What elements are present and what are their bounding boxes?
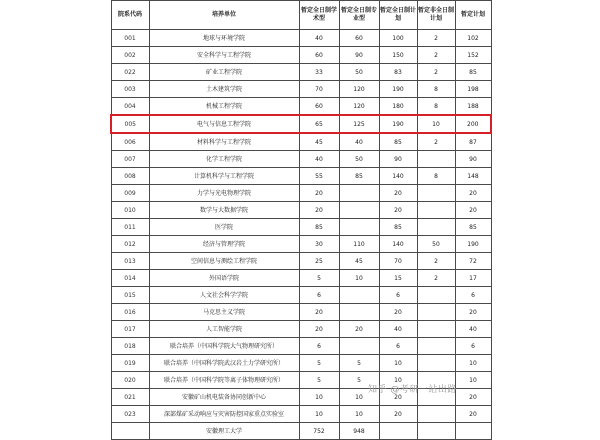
cell-total-plan: 190 bbox=[455, 236, 491, 253]
table-row bbox=[111, 98, 491, 116]
table-row bbox=[111, 423, 491, 440]
cell-parttime-plan: 10 bbox=[417, 115, 455, 133]
cell-fulltime-professional bbox=[339, 304, 379, 321]
cell-unit-name: 马克思主义学院 bbox=[149, 304, 299, 321]
cell-unit-name: 数学与大数据学院 bbox=[149, 202, 299, 219]
cell-fulltime-professional: 948 bbox=[339, 423, 379, 440]
cell-fulltime-professional: 60 bbox=[339, 30, 379, 47]
cell-fulltime-professional: 120 bbox=[339, 98, 379, 116]
cell-fulltime-academic: 70 bbox=[299, 81, 339, 98]
cell-fulltime-academic: 25 bbox=[299, 253, 339, 270]
cell-fulltime-plan: 20 bbox=[379, 389, 417, 406]
cell-dept-code: 021 bbox=[111, 389, 149, 406]
cell-fulltime-plan: 100 bbox=[379, 30, 417, 47]
enrollment-plan-table bbox=[110, 0, 492, 440]
cell-fulltime-plan: 20 bbox=[379, 304, 417, 321]
cell-unit-name: 电气与信息工程学院 bbox=[149, 115, 299, 133]
cell-fulltime-academic: 20 bbox=[299, 304, 339, 321]
cell-fulltime-plan: 190 bbox=[379, 81, 417, 98]
cell-total-plan: 20 bbox=[455, 389, 491, 406]
header-parttime-plan: 暂定非全日制计划 bbox=[417, 1, 455, 30]
cell-total-plan: 200 bbox=[455, 115, 491, 133]
cell-fulltime-plan: 20 bbox=[379, 406, 417, 423]
cell-fulltime-plan: 10 bbox=[379, 372, 417, 389]
cell-dept-code: 001 bbox=[111, 30, 149, 47]
cell-total-plan: 10 bbox=[455, 372, 491, 389]
table-row bbox=[111, 185, 491, 202]
cell-fulltime-professional: 50 bbox=[339, 151, 379, 168]
table-row bbox=[111, 81, 491, 98]
cell-fulltime-professional: 10 bbox=[339, 389, 379, 406]
cell-unit-name: 土木建筑学院 bbox=[149, 81, 299, 98]
cell-fulltime-academic: 30 bbox=[299, 236, 339, 253]
cell-unit-name: 医学院 bbox=[149, 219, 299, 236]
cell-dept-code: 019 bbox=[111, 355, 149, 372]
cell-fulltime-professional: 120 bbox=[339, 81, 379, 98]
cell-total-plan: 20 bbox=[455, 304, 491, 321]
cell-fulltime-academic: 45 bbox=[299, 133, 339, 151]
cell-parttime-plan: 2 bbox=[417, 270, 455, 287]
cell-unit-name: 矿业工程学院 bbox=[149, 64, 299, 81]
cell-total-plan: 72 bbox=[455, 253, 491, 270]
cell-fulltime-plan: 20 bbox=[379, 185, 417, 202]
cell-fulltime-academic: 5 bbox=[299, 355, 339, 372]
cell-dept-code: 003 bbox=[111, 81, 149, 98]
cell-fulltime-plan: 6 bbox=[379, 338, 417, 355]
cell-fulltime-professional: 125 bbox=[339, 115, 379, 133]
table-row bbox=[111, 151, 491, 168]
cell-fulltime-professional: 5 bbox=[339, 372, 379, 389]
cell-fulltime-plan: 70 bbox=[379, 253, 417, 270]
cell-unit-name: 联合培养（中国科学院武汉岩土力学研究所） bbox=[149, 355, 299, 372]
cell-total-plan: 188 bbox=[455, 98, 491, 116]
cell-unit-name: 人工智能学院 bbox=[149, 321, 299, 338]
cell-unit-name: 安徽理工大学 bbox=[149, 423, 299, 440]
cell-parttime-plan bbox=[417, 338, 455, 355]
cell-dept-code: 007 bbox=[111, 151, 149, 168]
cell-total-plan: 40 bbox=[455, 321, 491, 338]
cell-fulltime-academic: 10 bbox=[299, 389, 339, 406]
table-row bbox=[111, 47, 491, 64]
cell-fulltime-professional: 45 bbox=[339, 253, 379, 270]
cell-fulltime-professional: 85 bbox=[339, 168, 379, 185]
cell-fulltime-academic: 752 bbox=[299, 423, 339, 440]
cell-dept-code: 023 bbox=[111, 406, 149, 423]
cell-unit-name: 地球与环境学院 bbox=[149, 30, 299, 47]
table-header-row bbox=[111, 1, 491, 30]
cell-fulltime-plan: 40 bbox=[379, 321, 417, 338]
cell-fulltime-plan: 10 bbox=[379, 355, 417, 372]
table-row bbox=[111, 236, 491, 253]
cell-total-plan: 87 bbox=[455, 133, 491, 151]
cell-fulltime-professional: 5 bbox=[339, 355, 379, 372]
cell-unit-name: 经济与管理学院 bbox=[149, 236, 299, 253]
cell-fulltime-plan: 140 bbox=[379, 168, 417, 185]
cell-total-plan: 85 bbox=[455, 64, 491, 81]
cell-fulltime-professional: 20 bbox=[339, 321, 379, 338]
cell-dept-code: 008 bbox=[111, 168, 149, 185]
cell-fulltime-academic: 6 bbox=[299, 287, 339, 304]
cell-total-plan bbox=[455, 423, 491, 440]
table-row bbox=[111, 304, 491, 321]
cell-parttime-plan bbox=[417, 219, 455, 236]
cell-fulltime-professional: 40 bbox=[339, 133, 379, 151]
cell-total-plan: 90 bbox=[455, 151, 491, 168]
cell-fulltime-professional bbox=[339, 287, 379, 304]
cell-parttime-plan bbox=[417, 185, 455, 202]
cell-fulltime-professional: 90 bbox=[339, 47, 379, 64]
cell-fulltime-academic: 5 bbox=[299, 270, 339, 287]
cell-fulltime-academic: 33 bbox=[299, 64, 339, 81]
table-row bbox=[111, 287, 491, 304]
cell-fulltime-professional bbox=[339, 202, 379, 219]
table-row bbox=[111, 406, 491, 423]
cell-total-plan: 102 bbox=[455, 30, 491, 47]
table-row bbox=[111, 168, 491, 185]
cell-fulltime-academic: 20 bbox=[299, 202, 339, 219]
header-fulltime-academic: 暂定全日制学术型 bbox=[299, 1, 339, 30]
cell-fulltime-academic: 60 bbox=[299, 98, 339, 116]
cell-total-plan: 6 bbox=[455, 287, 491, 304]
table-row bbox=[111, 219, 491, 236]
cell-fulltime-academic: 85 bbox=[299, 219, 339, 236]
cell-fulltime-academic: 6 bbox=[299, 338, 339, 355]
cell-dept-code: 004 bbox=[111, 98, 149, 116]
cell-fulltime-plan: 180 bbox=[379, 98, 417, 116]
cell-fulltime-academic: 5 bbox=[299, 372, 339, 389]
watermark: 知乎 @考研一站出路 bbox=[368, 385, 457, 395]
table-row bbox=[111, 115, 491, 133]
cell-unit-name: 化学工程学院 bbox=[149, 151, 299, 168]
table-row bbox=[111, 202, 491, 219]
enrollment-plan-sheet bbox=[110, 0, 490, 435]
cell-fulltime-plan: 140 bbox=[379, 236, 417, 253]
cell-fulltime-professional: 50 bbox=[339, 64, 379, 81]
cell-parttime-plan: 2 bbox=[417, 64, 455, 81]
cell-parttime-plan bbox=[417, 304, 455, 321]
cell-unit-name: 材料科学与工程学院 bbox=[149, 133, 299, 151]
cell-parttime-plan bbox=[417, 406, 455, 423]
cell-total-plan: 6 bbox=[455, 338, 491, 355]
cell-fulltime-plan: 150 bbox=[379, 47, 417, 64]
header-fulltime-plan: 暂定全日制计划 bbox=[379, 1, 417, 30]
cell-fulltime-plan: 83 bbox=[379, 64, 417, 81]
cell-total-plan: 17 bbox=[455, 270, 491, 287]
cell-total-plan: 20 bbox=[455, 202, 491, 219]
cell-fulltime-professional: 110 bbox=[339, 236, 379, 253]
cell-unit-name: 联合培养（中国科学院等离子体物理研究所） bbox=[149, 372, 299, 389]
cell-dept-code: 013 bbox=[111, 253, 149, 270]
cell-unit-name: 人文社会科学学院 bbox=[149, 287, 299, 304]
cell-total-plan: 20 bbox=[455, 406, 491, 423]
cell-fulltime-professional: 10 bbox=[339, 270, 379, 287]
cell-unit-name: 联合培养（中国科学院大气物理研究所） bbox=[149, 338, 299, 355]
cell-fulltime-plan: 6 bbox=[379, 287, 417, 304]
table-row bbox=[111, 30, 491, 47]
cell-dept-code: 015 bbox=[111, 287, 149, 304]
cell-fulltime-plan: 190 bbox=[379, 115, 417, 133]
cell-parttime-plan bbox=[417, 151, 455, 168]
cell-total-plan: 198 bbox=[455, 81, 491, 98]
table-row bbox=[111, 64, 491, 81]
cell-dept-code: 012 bbox=[111, 236, 149, 253]
cell-dept-code: 009 bbox=[111, 185, 149, 202]
cell-parttime-plan: 2 bbox=[417, 133, 455, 151]
cell-dept-code: 014 bbox=[111, 270, 149, 287]
header-dept-code: 院系代码 bbox=[111, 1, 149, 30]
cell-fulltime-academic: 65 bbox=[299, 115, 339, 133]
table-body bbox=[111, 30, 491, 440]
cell-fulltime-academic: 20 bbox=[299, 185, 339, 202]
cell-total-plan: 85 bbox=[455, 219, 491, 236]
cell-unit-name: 安全科学与工程学院 bbox=[149, 47, 299, 64]
cell-parttime-plan bbox=[417, 423, 455, 440]
cell-dept-code: 018 bbox=[111, 338, 149, 355]
header-fulltime-professional: 暂定全日制专业型 bbox=[339, 1, 379, 30]
table-row bbox=[111, 321, 491, 338]
cell-dept-code: 010 bbox=[111, 202, 149, 219]
cell-dept-code: 022 bbox=[111, 64, 149, 81]
cell-total-plan: 152 bbox=[455, 47, 491, 64]
cell-parttime-plan: 8 bbox=[417, 98, 455, 116]
cell-unit-name: 力学与光电物理学院 bbox=[149, 185, 299, 202]
cell-dept-code: 005 bbox=[111, 115, 149, 133]
cell-fulltime-plan bbox=[379, 423, 417, 440]
cell-parttime-plan bbox=[417, 202, 455, 219]
cell-dept-code: 016 bbox=[111, 304, 149, 321]
cell-fulltime-professional: 10 bbox=[339, 406, 379, 423]
cell-fulltime-plan: 20 bbox=[379, 202, 417, 219]
table-row bbox=[111, 355, 491, 372]
cell-dept-code bbox=[111, 423, 149, 440]
cell-fulltime-academic: 40 bbox=[299, 151, 339, 168]
cell-total-plan: 10 bbox=[455, 355, 491, 372]
cell-fulltime-professional bbox=[339, 338, 379, 355]
cell-parttime-plan: 2 bbox=[417, 47, 455, 64]
cell-fulltime-plan: 90 bbox=[379, 151, 417, 168]
cell-parttime-plan bbox=[417, 321, 455, 338]
cell-dept-code: 017 bbox=[111, 321, 149, 338]
cell-unit-name: 外国语学院 bbox=[149, 270, 299, 287]
cell-fulltime-academic: 20 bbox=[299, 321, 339, 338]
cell-dept-code: 002 bbox=[111, 47, 149, 64]
cell-total-plan: 148 bbox=[455, 168, 491, 185]
cell-parttime-plan: 2 bbox=[417, 253, 455, 270]
cell-unit-name: 计算机科学与工程学院 bbox=[149, 168, 299, 185]
cell-fulltime-plan: 85 bbox=[379, 219, 417, 236]
cell-parttime-plan: 8 bbox=[417, 168, 455, 185]
cell-parttime-plan: 2 bbox=[417, 30, 455, 47]
table-row bbox=[111, 338, 491, 355]
cell-fulltime-academic: 40 bbox=[299, 30, 339, 47]
cell-fulltime-academic: 55 bbox=[299, 168, 339, 185]
cell-fulltime-academic: 10 bbox=[299, 406, 339, 423]
cell-fulltime-plan: 85 bbox=[379, 133, 417, 151]
cell-fulltime-plan: 15 bbox=[379, 270, 417, 287]
table-row bbox=[111, 270, 491, 287]
table-row bbox=[111, 133, 491, 151]
header-unit: 培养单位 bbox=[149, 1, 299, 30]
cell-unit-name: 机械工程学院 bbox=[149, 98, 299, 116]
cell-fulltime-academic: 60 bbox=[299, 47, 339, 64]
cell-dept-code: 011 bbox=[111, 219, 149, 236]
cell-dept-code: 006 bbox=[111, 133, 149, 151]
cell-total-plan: 20 bbox=[455, 185, 491, 202]
header-total-plan: 暂定计划 bbox=[455, 1, 491, 30]
cell-unit-name: 深部煤矿采动响应与灾害防控国家重点实验室 bbox=[149, 406, 299, 423]
cell-unit-name: 安徽矿山机电装备协同创新中心 bbox=[149, 389, 299, 406]
cell-dept-code: 020 bbox=[111, 372, 149, 389]
cell-unit-name: 空间信息与测绘工程学院 bbox=[149, 253, 299, 270]
cell-parttime-plan: 50 bbox=[417, 236, 455, 253]
table-row bbox=[111, 253, 491, 270]
cell-parttime-plan: 8 bbox=[417, 81, 455, 98]
cell-fulltime-professional bbox=[339, 219, 379, 236]
cell-parttime-plan bbox=[417, 287, 455, 304]
cell-parttime-plan bbox=[417, 355, 455, 372]
cell-fulltime-professional bbox=[339, 185, 379, 202]
